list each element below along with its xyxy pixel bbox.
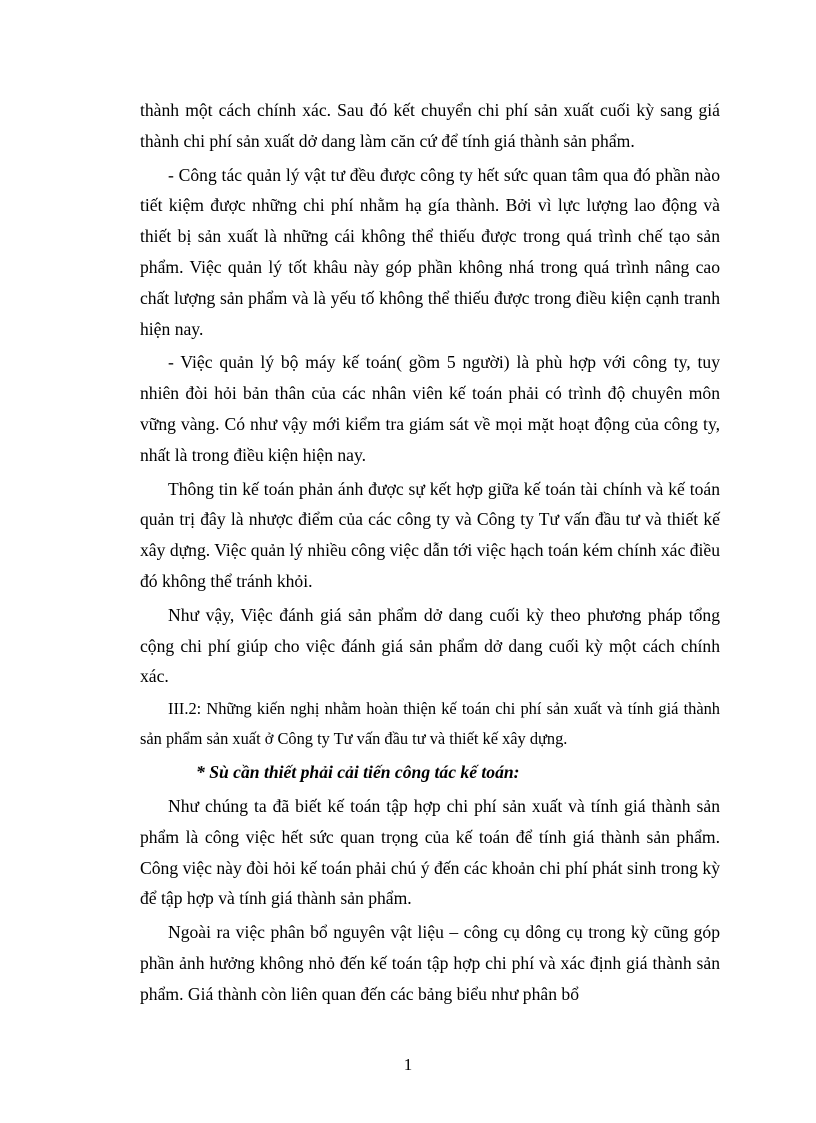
page-number: 1 — [403, 1055, 413, 1074]
paragraph-materials-allocation: Ngoài ra việc phân bổ nguyên vật liệu – công cụ dông cụ trong kỳ cũng góp phần ảnh hưởng không nhỏ đến kế toán tập hợp chi phí và xác định giá thành sản phẩm. Giá thành còn liên quan đến các bảng biểu như phân bổ — [140, 922, 720, 1004]
paragraph-wip-evaluation: Như vậy, Việc đánh giá sản phẩm dở dang cuối kỳ theo phương pháp tổng cộng chi phí giúp cho việc đánh giá sản phẩm dở dang cuối kỳ một cách chính xác. — [140, 604, 720, 687]
section-heading: III.2: Những kiến nghị nhằm hoàn thiện kế toán chi phí sản xuất và tính giá thành sản phẩm sản xuất ở Công ty Tư vấn đầu tư và thiết kế xây dựng. — [140, 699, 720, 749]
paragraph-cost-accounting-importance: Như chúng ta đã biết kế toán tập hợp chi phí sản xuất và tính giá thành sản phẩm là công việc hết sức quan trọng của kế toán để tính giá thành sản phẩm. Công việc này đòi hỏi kế toán phải chú ý đến các khoản chi phí phát sinh trong kỳ để tập hợp và tính giá thành sản phẩm. — [140, 795, 720, 909]
document-body — [140, 95, 720, 1013]
paragraph-continuation: thành một cách chính xác. Sau đó kết chuyển chi phí sản xuất cuối kỳ sang giá thành chi phí sản xuất dở dang làm căn cứ để tính giá thành sản phẩm. — [140, 100, 720, 151]
paragraph-accounting-information: Thông tin kế toán phản ánh được sự kết hợp giữa kế toán tài chính và kế toán quản trị đây là nhược điểm của các công ty và Công ty Tư vấn đầu tư và thiết kế xây dựng. Việc quản lý nhiều công việc dẫn tới việc hạch toán kém chính xác điều đó không thể tránh khỏi. — [140, 478, 720, 591]
paragraph-accounting-staff: - Việc quản lý bộ máy kế toán( gồm 5 người) là phù hợp với công ty, tuy nhiên đòi hỏi bản thân của các nhân viên kế toán phải có trình độ chuyên môn vững vàng. Có như vậy mới kiểm tra giám sát về mọi mặt hoạt động của công ty, nhất là trong điều kiện hiện nay. — [140, 352, 720, 465]
sub-heading: * Sù cần thiết phải cải tiến công tác kế toán: — [196, 762, 520, 783]
paragraph-materials-management: - Công tác quản lý vật tư đều được công ty hết sức quan tâm qua đó phần nào tiết kiệm được những chi phí nhằm hạ gía thành. Bởi vì lực lượng lao động và thiết bị sản xuất là những cái không thể thiếu được trong quá trình chế tạo sản phẩm. Việc quản lý tốt khâu này góp phần không nhá trong quá trình nâng cao chất lượng sản phẩm và là yếu tố không thể thiếu được trong điều kiện cạnh tranh hiện nay. — [140, 164, 720, 339]
